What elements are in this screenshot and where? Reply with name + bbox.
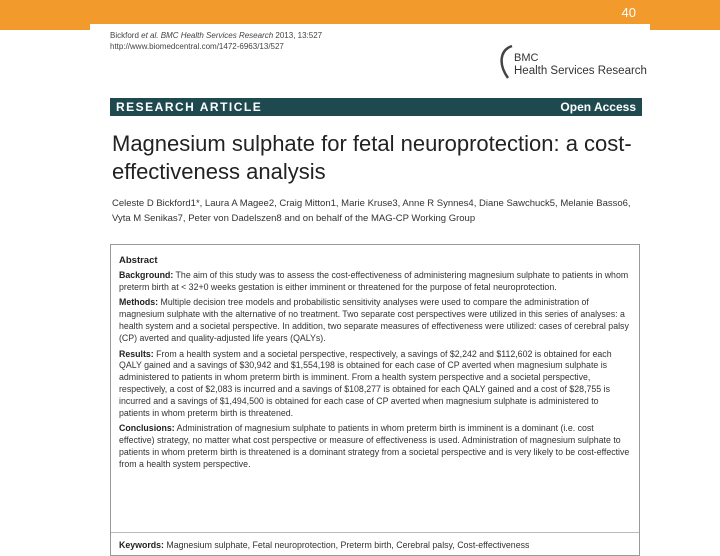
results-label: Results: (119, 348, 154, 359)
journal-logo (494, 42, 647, 92)
abstract-keywords (119, 540, 529, 552)
open-access-label: Open Access (560, 100, 636, 114)
citation-journal: et al. BMC Health Services Research (141, 31, 274, 40)
article-type: RESEARCH ARTICLE (116, 100, 263, 114)
citation (110, 30, 322, 52)
conclusions-text: Administration of magnesium sulphate to patients in whom preterm birth is imminent is a dominant (i.e. cost effective) strategy, no matter what cost perspective or measure of effectiveness is used. Administration of magnesium sulphate to patients in whom preterm birth is threatened is a dominant strategy from a societal perspective and is very likely to be cost-effective from a health system perspective. (119, 423, 630, 469)
citation-line-1 (110, 30, 322, 41)
abstract-conclusions (119, 423, 631, 470)
citation-authors: Bickford (110, 31, 142, 40)
results-text: From a health system and a societal perspective, respectively, a savings of $2,242 and $112,602 is obtained for each QALY gained and a savings of $30,942 and $1,554,198 is obtained for each case of CP averted when magnesium sulphate is administered to patients in whom preterm birth is imminent. From a health system perspective and a societal perspective, respectively, a cost of $2,083 is incurred and a savings of $108,277 is obtained for each QALY gained and a cost of $28,755 is incurred and a savings of $1,494,500 is obtained for each case of CP averted when magnesium sulphate is administered to patients in whom preterm birth is threatened. (119, 348, 612, 418)
keywords-divider (111, 532, 639, 533)
paper-title: Magnesium sulphate for fetal neuroprotection: a cost-effectiveness analysis (112, 131, 632, 184)
background-text: The aim of this study was to assess the cost-effectiveness of administering magnesium sulphate to patients in whom preterm birth at < 32+0 weeks gestation is either imminent or threatened for the purpose of fetal neuroprotection. (119, 269, 629, 292)
slide-accent-right (650, 24, 720, 30)
abstract-methods (119, 297, 631, 344)
slide-number: 40 (621, 5, 636, 20)
article-type-banner (110, 98, 642, 116)
conclusions-label: Conclusions: (119, 423, 175, 434)
slide-accent-left (0, 24, 90, 30)
abstract-box (110, 244, 640, 556)
paper-page (90, 24, 650, 550)
logo-bmc: BMC (514, 52, 539, 64)
abstract-heading: Abstract (119, 255, 158, 266)
abstract-background (119, 270, 631, 294)
methods-text: Multiple decision tree models and probabilistic sensitivity analyses were used to compare the administration of magnesium sulphate with the alternative of no treatment. Two separate cost perspectives were utilized in this series of analyses: a health system and a societal perspective. In addition, two separate measures of effectiveness were utilized: cases of cerebral palsy (CP) averted and quality-adjusted life years (QALYs). (119, 297, 629, 343)
keywords-text: Magnesium sulphate, Fetal neuroprotection, Preterm birth, Cerebral palsy, Cost-effectiveness (163, 540, 530, 550)
keywords-label: Keywords: (119, 540, 164, 550)
slide-top-bar (0, 0, 720, 24)
citation-url[interactable]: http://www.biomedcentral.com/1472-6963/13/527 (110, 42, 284, 51)
abstract-results (119, 349, 631, 420)
logo-journal-name: Health Services Research (514, 65, 647, 77)
background-label: Background: (119, 269, 174, 280)
methods-label: Methods: (119, 297, 159, 308)
author-list: Celeste D Bickford1*, Laura A Magee2, Craig Mitton1, Marie Kruse3, Anne R Synnes4, Diane Sawchuck5, Melanie Basso6, Vyta M Senikas7, Peter von Dadelszen8 and on behalf of the MAG-CP Working Group (112, 198, 631, 224)
bmc-swoosh-icon (494, 42, 516, 82)
citation-ref: 2013, 13:527 (273, 31, 323, 40)
